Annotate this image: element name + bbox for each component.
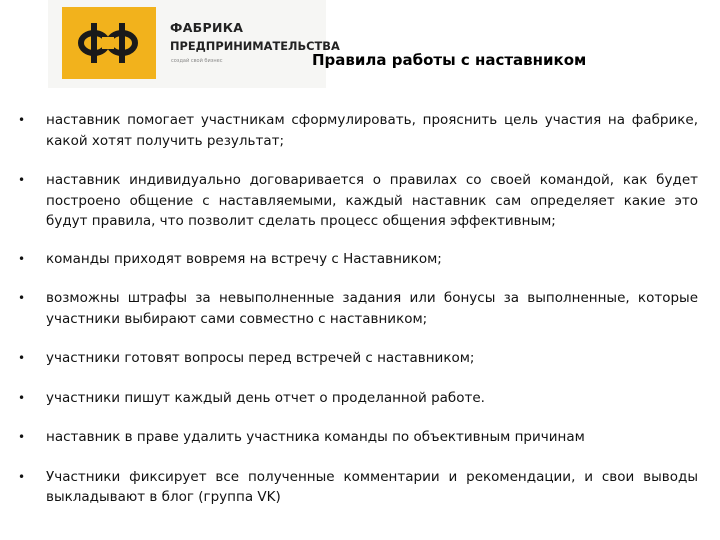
bullet-item: • участники готовят вопросы перед встречей с наставником; bbox=[18, 348, 698, 369]
slide-title: Правила работы с наставником bbox=[312, 51, 587, 69]
bullet-item: • наставник в праве удалить участника команды по объективным причинам bbox=[18, 427, 698, 448]
bullet-item: • возможны штрафы за невыполненные задания или бонусы за выполненные, которые участники выбирают сами совместно с наставником; bbox=[18, 288, 698, 329]
bullet-item: • команды приходят вовремя на встречу с Наставником; bbox=[18, 249, 698, 270]
ff-monogram-icon bbox=[62, 7, 156, 79]
logo-tagline: создай свой бизнес bbox=[171, 58, 223, 64]
logo bbox=[48, 0, 340, 88]
bullet-item: • наставник помогает участникам сформулировать, прояснить цель участия на фабрике, какой хотят получить результат; bbox=[18, 110, 698, 151]
logo-name-line2: ПРЕДПРИНИМАТЕЛЬСТВА bbox=[170, 39, 340, 53]
bullet-item: • участники пишут каждый день отчет о проделанной работе. bbox=[18, 388, 698, 409]
bullet-item: • наставник индивидуально договаривается о правилах со своей командой, как будет построено общение с наставляемыми, каждый наставник сам определяет какие это будут правила, что позволит сделать процесс общения эффективным; bbox=[18, 170, 698, 232]
logo-name-line1: ФАБРИКА bbox=[170, 20, 244, 35]
bullet-list bbox=[18, 110, 698, 508]
bullet-item: • Участники фиксирует все полученные комментарии и рекомендации, и свои выводы выкладывают в блог (группа VK) bbox=[18, 467, 698, 508]
